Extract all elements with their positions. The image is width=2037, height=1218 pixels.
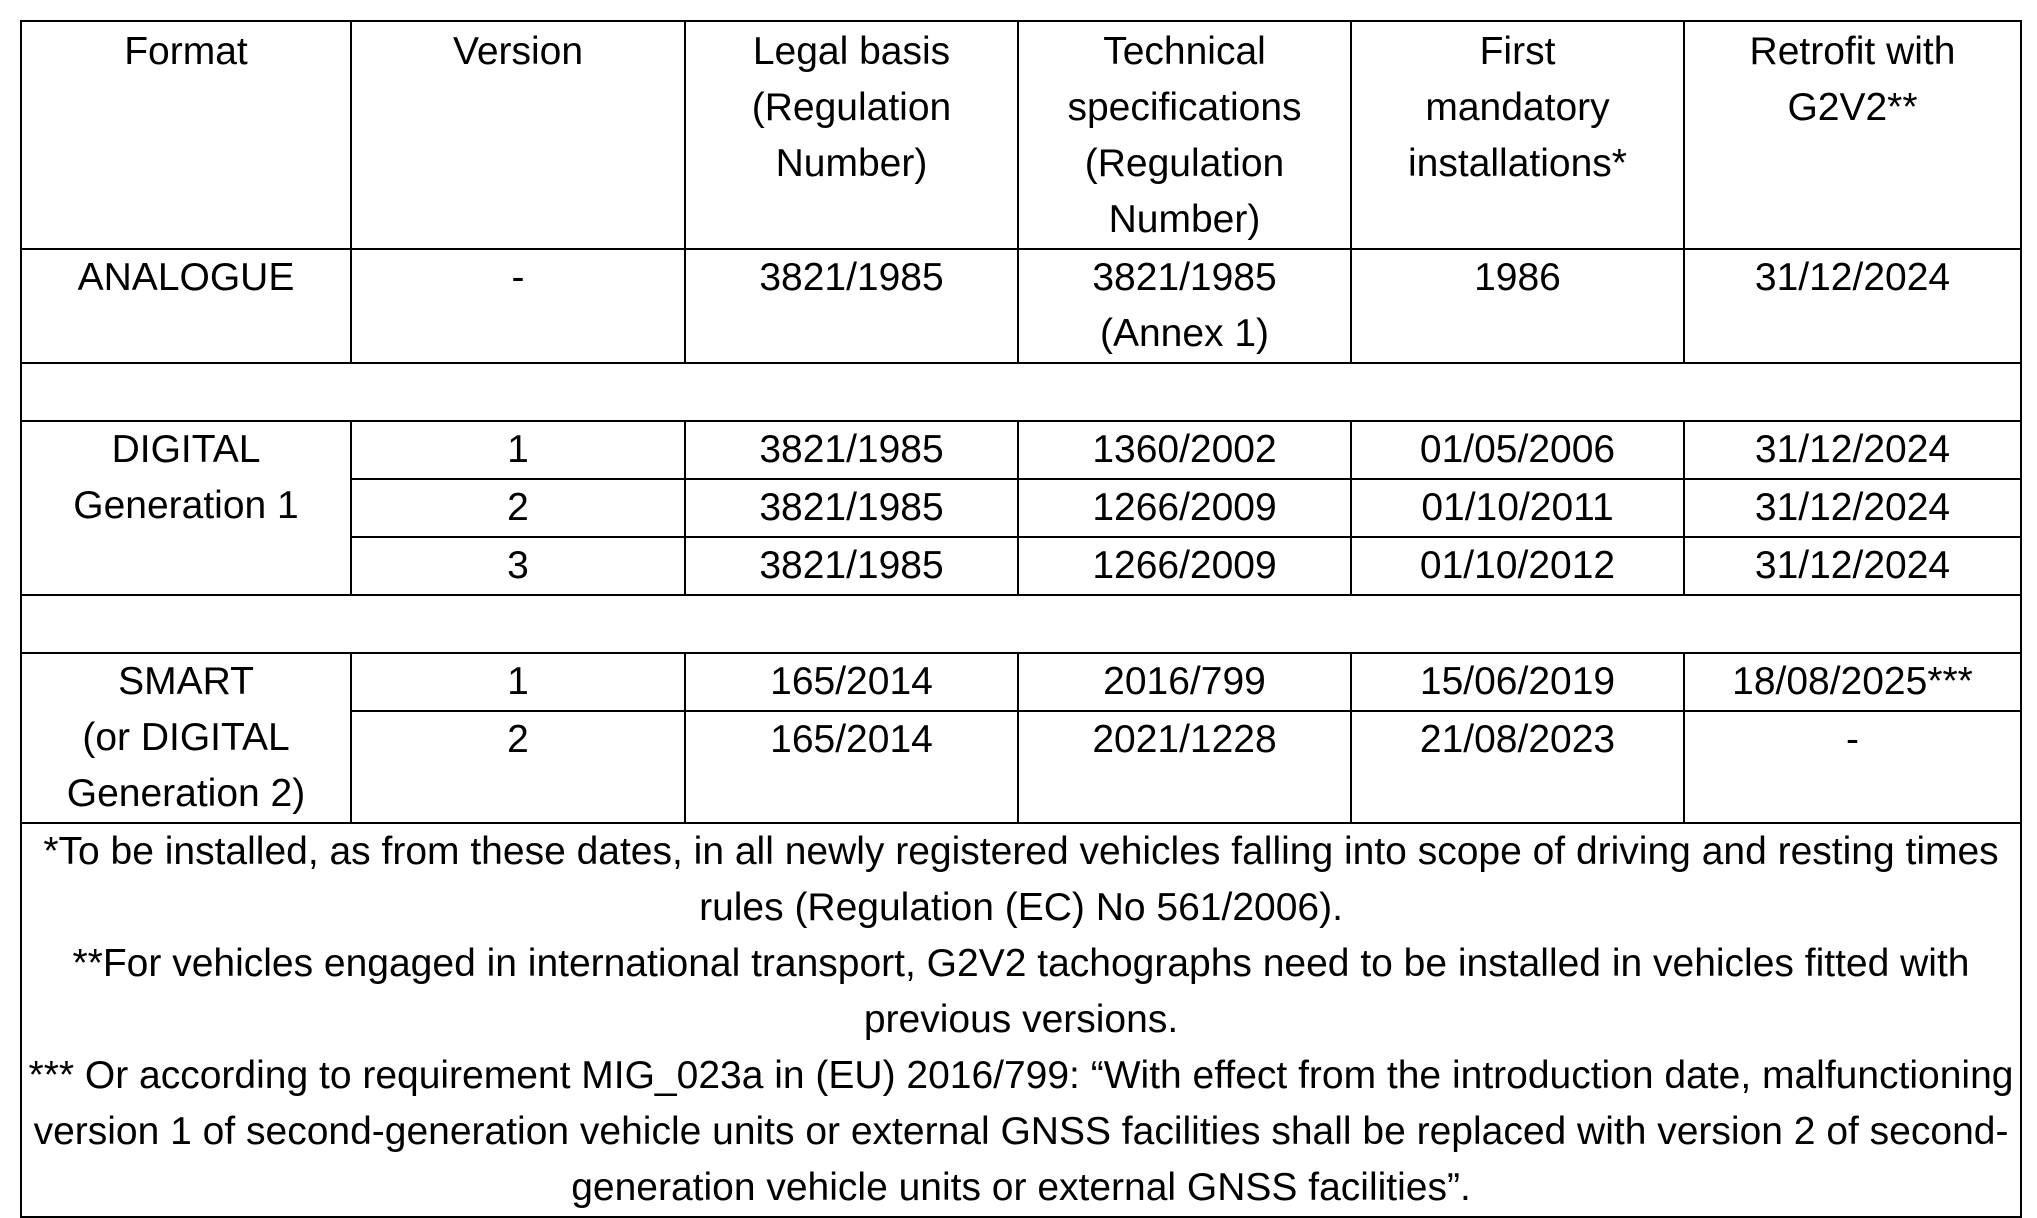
cell-first-mandatory: 15/06/2019 <box>1351 653 1684 711</box>
cell-legal-basis: 3821/1985 <box>685 249 1018 363</box>
tachograph-versions-table <box>20 20 2022 1218</box>
header-legal-basis: Legal basis (Regulation Number) <box>685 21 1018 249</box>
header-retrofit-with-g2v2: Retrofit with G2V2** <box>1684 21 2021 249</box>
cell-version: - <box>351 249 685 363</box>
cell-retrofit: 18/08/2025*** <box>1684 653 2021 711</box>
cell-legal-basis: 165/2014 <box>685 653 1018 711</box>
cell-first-mandatory: 01/05/2006 <box>1351 421 1684 479</box>
cell-legal-basis: 165/2014 <box>685 711 1018 823</box>
cell-format-smart: SMART (or DIGITAL Generation 2) <box>21 653 351 823</box>
cell-technical-specifications: 3821/1985 (Annex 1) <box>1018 249 1351 363</box>
notes-row <box>21 823 2021 1217</box>
header-row <box>21 21 2021 249</box>
cell-first-mandatory: 01/10/2011 <box>1351 479 1684 537</box>
cell-first-mandatory: 01/10/2012 <box>1351 537 1684 595</box>
cell-version: 2 <box>351 711 685 823</box>
footnotes-cell <box>21 823 2021 1217</box>
table-row-digital-g1-v1 <box>21 421 2021 479</box>
header-version: Version <box>351 21 685 249</box>
cell-version: 1 <box>351 421 685 479</box>
cell-first-mandatory: 1986 <box>1351 249 1684 363</box>
cell-technical-specifications: 2021/1228 <box>1018 711 1351 823</box>
cell-technical-specifications: 2016/799 <box>1018 653 1351 711</box>
cell-retrofit: 31/12/2024 <box>1684 479 2021 537</box>
cell-technical-specifications: 1360/2002 <box>1018 421 1351 479</box>
cell-legal-basis: 3821/1985 <box>685 421 1018 479</box>
table-row-smart-v1 <box>21 653 2021 711</box>
cell-technical-specifications: 1266/2009 <box>1018 537 1351 595</box>
cell-format: ANALOGUE <box>21 249 351 363</box>
cell-legal-basis: 3821/1985 <box>685 479 1018 537</box>
cell-version: 1 <box>351 653 685 711</box>
footnote-double-asterisk: **For vehicles engaged in international transport, G2V2 tachographs need to be installed in vehicles fitted with previous versions. <box>72 942 1970 1041</box>
spacer-row <box>21 595 2021 653</box>
cell-version: 2 <box>351 479 685 537</box>
cell-retrofit: 31/12/2024 <box>1684 421 2021 479</box>
cell-technical-specifications: 1266/2009 <box>1018 479 1351 537</box>
table-row-analogue <box>21 249 2021 363</box>
document-page <box>20 20 2020 1218</box>
cell-legal-basis: 3821/1985 <box>685 537 1018 595</box>
cell-retrofit: 31/12/2024 <box>1684 249 2021 363</box>
footnote-single-asterisk: *To be installed, as from these dates, in all newly registered vehicles falling into scope of driving and resting times rules (Regulation (EC) No 561/2006). <box>43 830 1999 929</box>
header-format: Format <box>21 21 351 249</box>
cell-first-mandatory: 21/08/2023 <box>1351 711 1684 823</box>
cell-format-digital-g1: DIGITAL Generation 1 <box>21 421 351 595</box>
cell-retrofit: - <box>1684 711 2021 823</box>
footnote-triple-asterisk: *** Or according to requirement MIG_023a in (EU) 2016/799: “With effect from the introduction date, malfunctioning version 1 of second-generation vehicle units or external GNSS facilities shall be replaced with version 2 of second-generation vehicle units or external GNSS facilities”. <box>28 1054 2014 1209</box>
header-technical-specifications: Technical specifications (Regulation Number) <box>1018 21 1351 249</box>
spacer-row <box>21 363 2021 421</box>
cell-retrofit: 31/12/2024 <box>1684 537 2021 595</box>
cell-version: 3 <box>351 537 685 595</box>
spacer-cell <box>21 363 2021 421</box>
spacer-cell <box>21 595 2021 653</box>
header-first-mandatory-installations: First mandatory installations* <box>1351 21 1684 249</box>
